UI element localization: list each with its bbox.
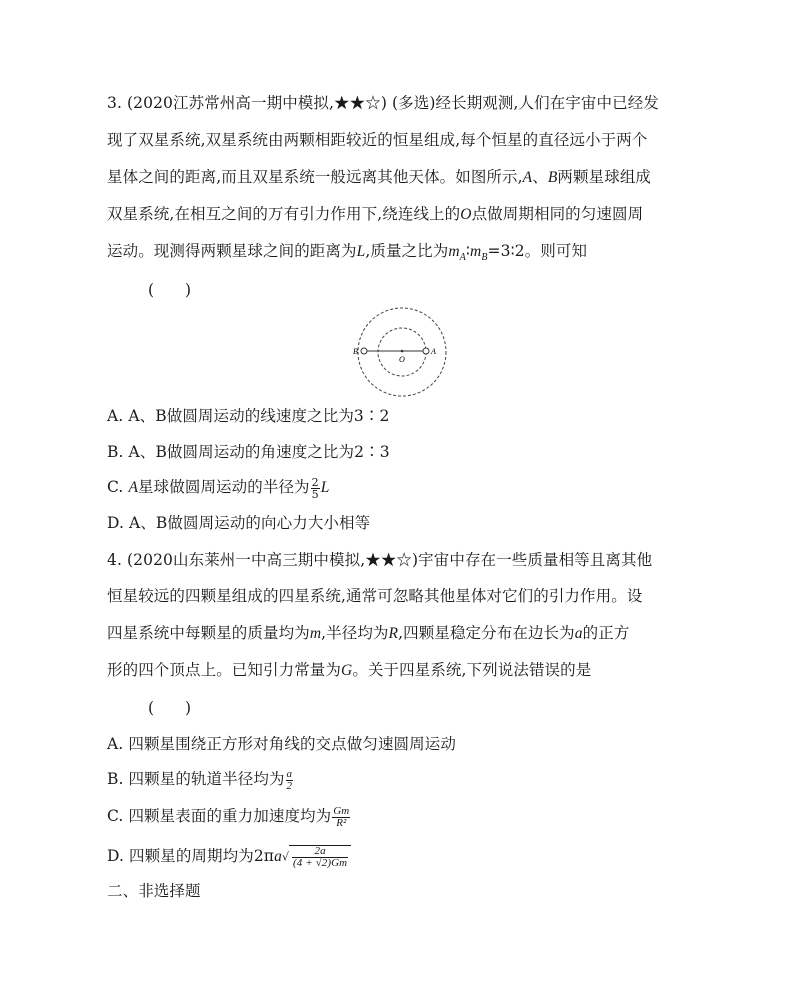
q3-line-3 — [107, 166, 651, 189]
q4-line-3-mid2: ,四颗星稳定分布在边长为 — [398, 624, 575, 642]
q3-option-c — [107, 476, 330, 500]
q4-option-b — [107, 768, 294, 792]
var-mB: m — [470, 243, 482, 260]
frac-den: 5 — [311, 487, 319, 501]
q3-line-3-text: 星体之间的距离,而且双星系统一般远离其他天体。如图所示, — [107, 168, 523, 186]
label-O: O — [399, 355, 405, 364]
fraction-a-2 — [286, 769, 294, 792]
q3-option-b: B. A、B做圆周运动的角速度之比为2∶3 — [107, 443, 390, 461]
section-heading: 二、非选择题 — [107, 882, 201, 900]
var-a: a — [574, 625, 583, 642]
q4-line-4-end: 。关于四星系统,下列说法错误的是 — [352, 661, 592, 679]
q3-option-d: D. A、B做圆周运动的向心力大小相等 — [107, 514, 371, 532]
frac-num: Gm — [333, 804, 350, 817]
sep: 、 — [532, 168, 548, 186]
fraction-gm-r2 — [332, 806, 350, 829]
frac-num: a — [286, 767, 293, 780]
var-L: L — [320, 479, 330, 496]
var-B: B — [547, 169, 558, 186]
q3-line-3-end: 两颗星球组成 — [557, 168, 652, 186]
center-O — [401, 350, 404, 353]
q3-line-2: 现了双星系统,双星系统由两颗相距较近的恒星组成,每个恒星的直径远小于两个 — [107, 131, 648, 149]
q3-line-4-end: 点做周期相同的匀速圆周 — [471, 205, 644, 223]
star-B — [361, 348, 367, 354]
q3-line-5 — [107, 240, 587, 269]
var-G: G — [341, 662, 353, 679]
frac-den: 2 — [286, 779, 293, 792]
q4-option-d — [107, 845, 351, 869]
opt-b-text: B. 四颗星的轨道半径均为 — [107, 770, 285, 788]
var-A: A — [522, 169, 533, 186]
fraction-period — [292, 846, 348, 869]
q4-line-4 — [107, 659, 591, 682]
opt-d-text: D. 四颗星的周期均为2π — [107, 847, 275, 865]
q4-line-4-text: 形的四个顶点上。已知引力常量为 — [107, 661, 342, 679]
var-R: R — [388, 625, 399, 642]
q3-line-5-text: 运动。现测得两颗星球之间的距离为 — [107, 242, 357, 260]
frac-num: 2a — [292, 846, 348, 858]
sub-B: B — [481, 252, 488, 264]
q4-line-3 — [107, 622, 629, 645]
binary-star-figure — [340, 305, 460, 399]
fraction-2-5 — [311, 477, 320, 500]
q4-answer-paren: ( ) — [148, 699, 192, 717]
opt-c-text: 星球做圆周运动的半径为 — [138, 478, 310, 496]
q4-option-a: A. 四颗星围绕正方形对角线的交点做匀速圆周运动 — [107, 735, 456, 753]
q4-line-3-mid: ,半径均为 — [321, 624, 389, 642]
q3-option-a: A. A、B做圆周运动的线速度之比为3∶2 — [107, 407, 390, 425]
q3-answer-paren: ( ) — [148, 281, 192, 299]
q3-line-1: 3. (2020江苏常州高一期中模拟,★★☆) (多选)经长期观测,人们在宇宙中已经发 — [107, 94, 659, 112]
frac-num: 2 — [311, 475, 319, 489]
sqrt-expression: √ $\frac{2a}{(4 + √2)Gm}$ — [282, 845, 351, 869]
q4-line-3-text: 四星系统中每颗星的质量均为 — [107, 624, 310, 642]
star-A — [423, 348, 429, 354]
q4-line-1: 4. (2020山东莱州一中高三期中模拟,★★☆)宇宙中存在一些质量相等且离其他 — [107, 551, 653, 569]
frac-den: R² — [336, 816, 347, 829]
var-L: L — [356, 243, 366, 260]
frac-den: (4 + √2)Gm — [293, 857, 348, 869]
sub-A: A — [459, 252, 466, 264]
var-mA: m — [448, 243, 460, 260]
ratio-colon: ∶ — [465, 242, 471, 260]
opt-c-text: C. 四颗星表面的重力加速度均为 — [107, 807, 332, 825]
label-B: B — [353, 347, 358, 356]
q3-line-4 — [107, 203, 643, 226]
q3-line-4-text: 双星系统,在相互之间的万有引力作用下,绕连线上的 — [107, 205, 461, 223]
q3-line-5-end: =3∶2。则可知 — [487, 242, 588, 260]
opt-c-pre: C. — [107, 478, 129, 496]
q4-line-2: 恒星较远的四颗星组成的四星系统,通常可忽略其他星体对它们的引力作用。设 — [107, 587, 643, 605]
var-m: m — [309, 625, 322, 642]
label-A: A — [431, 347, 436, 356]
q4-option-c — [107, 805, 351, 829]
q4-line-3-end: 的正方 — [582, 624, 630, 642]
var-a: a — [274, 848, 282, 865]
var-O: O — [460, 206, 472, 223]
q3-line-5-mass: ,质量之比为 — [365, 242, 449, 260]
var-A: A — [128, 479, 139, 496]
